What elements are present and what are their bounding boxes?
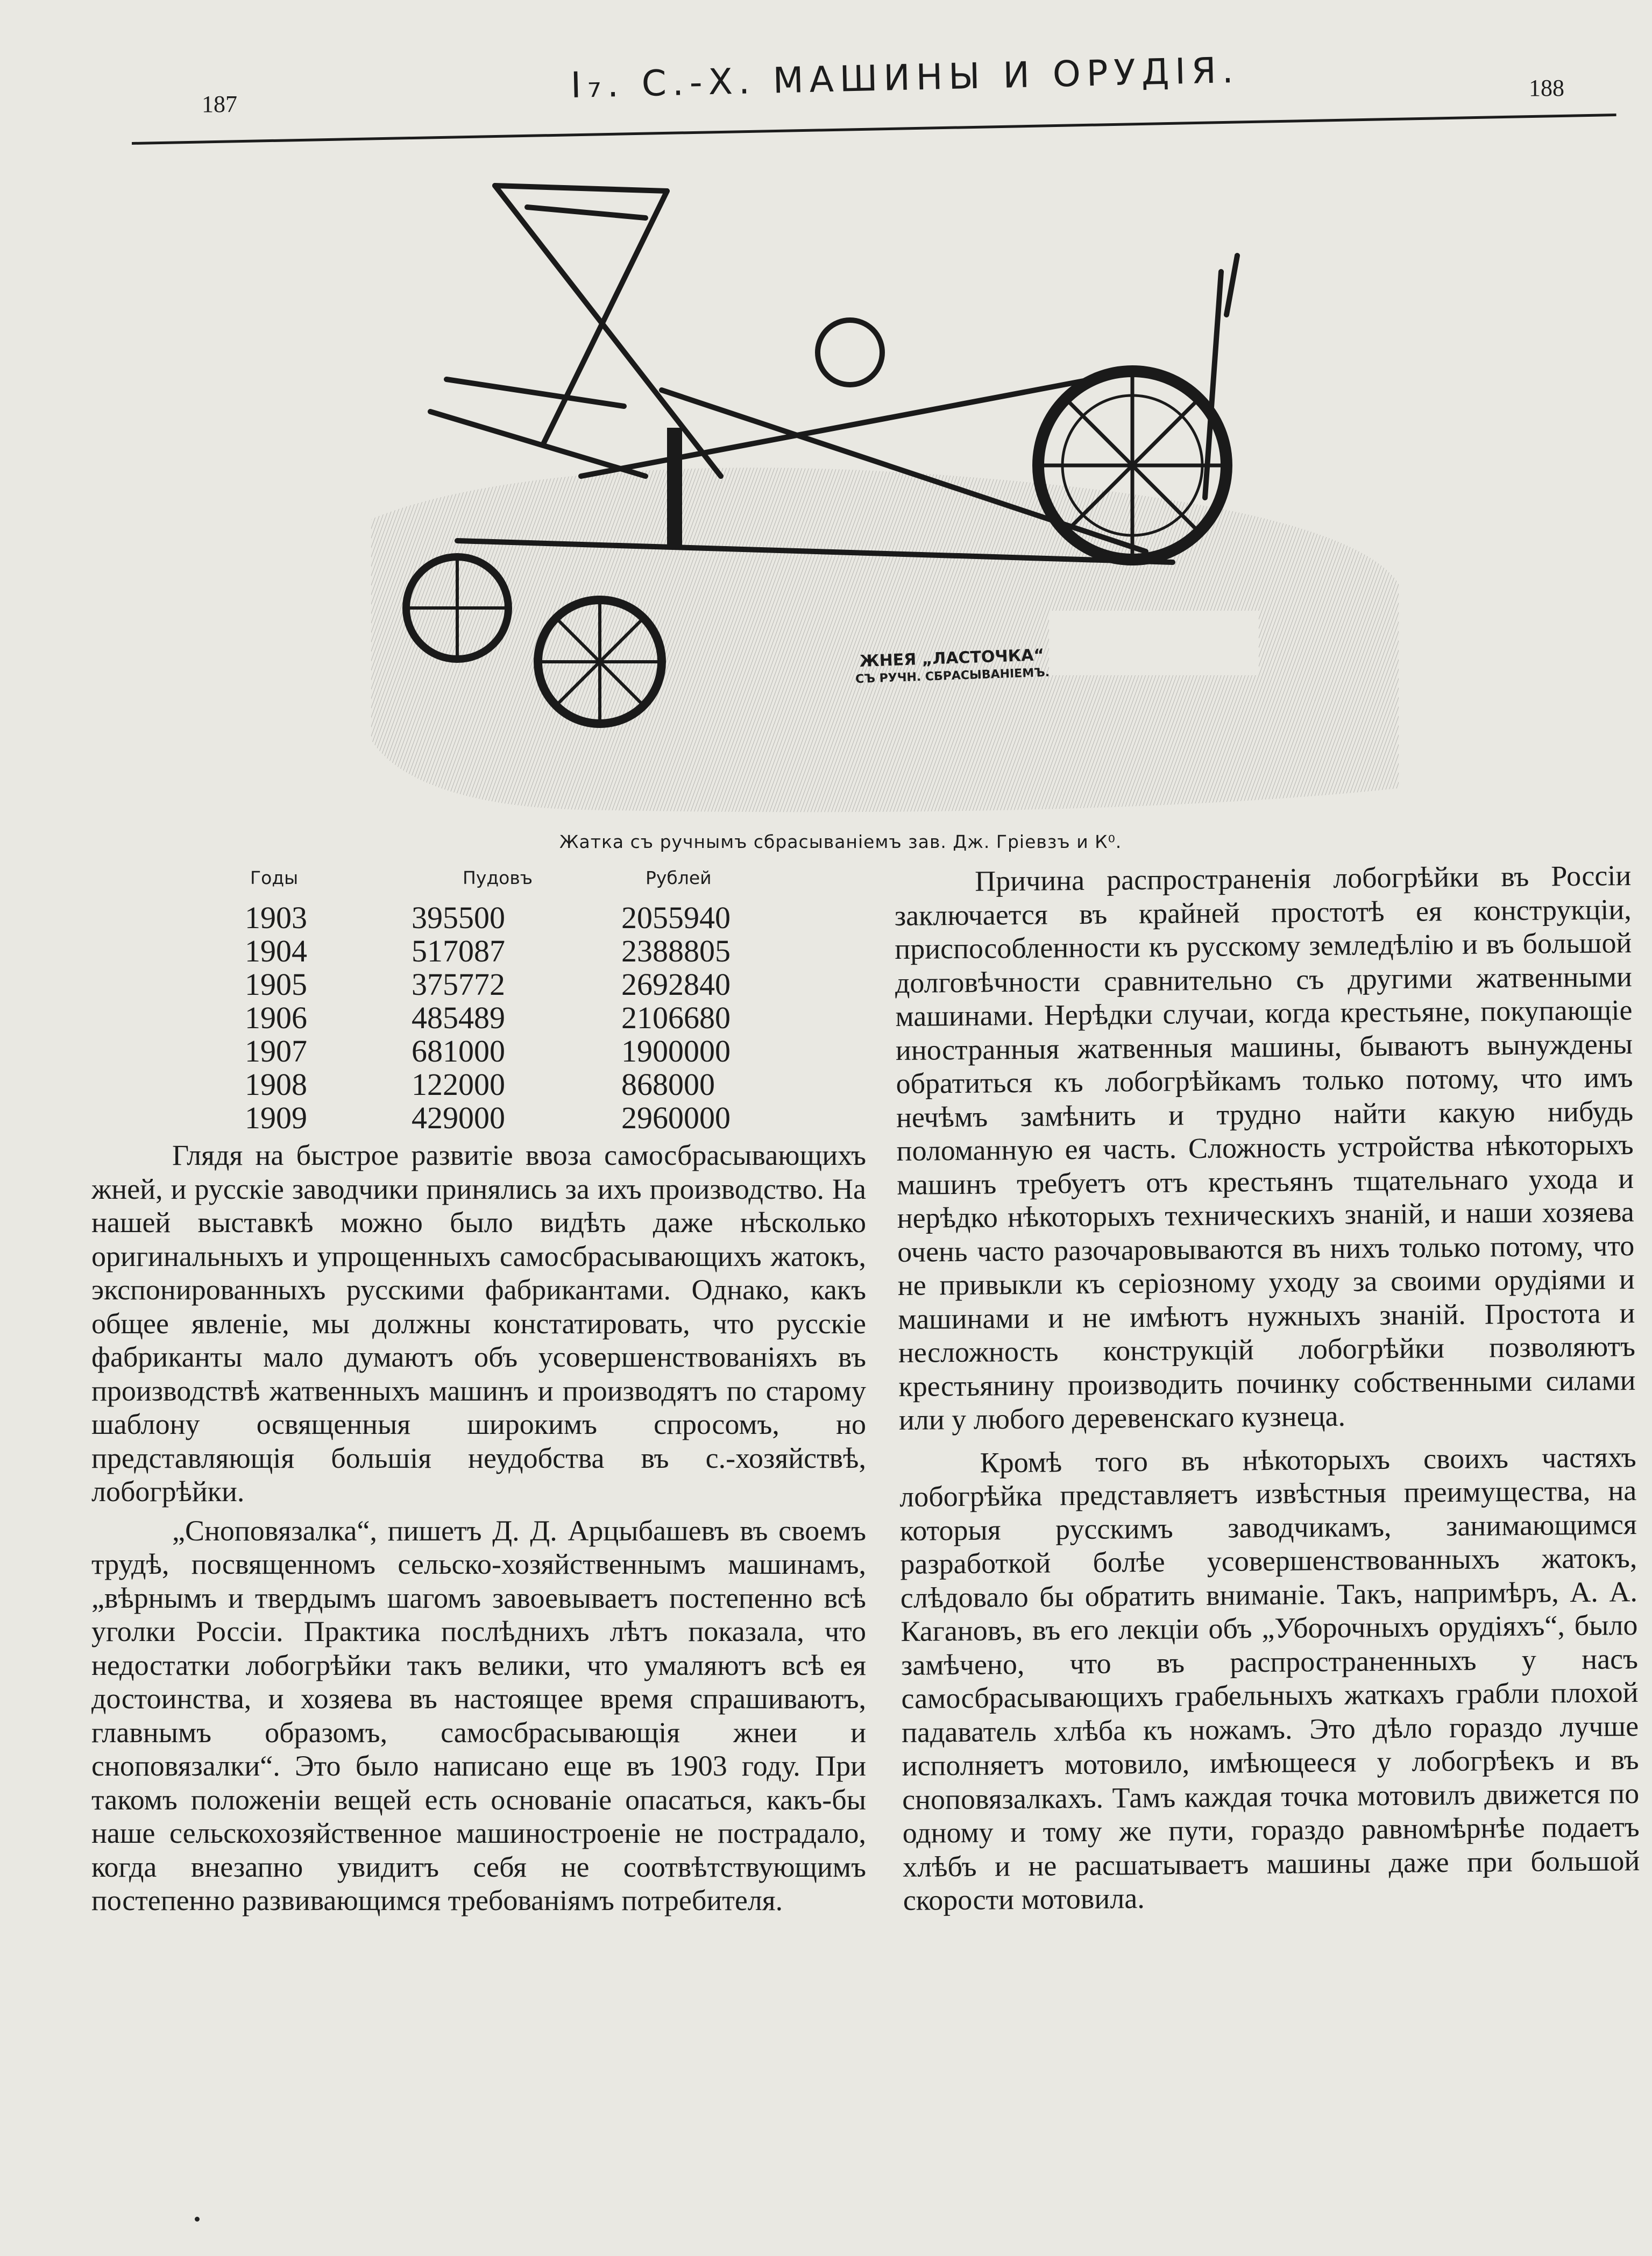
table-header — [226, 867, 764, 900]
cell-rubles: 2055940 — [621, 900, 731, 935]
cell-year: 1903 — [245, 900, 307, 935]
cell-poods: 681000 — [412, 1034, 505, 1069]
cell-rubles: 2106680 — [621, 1000, 731, 1035]
cell-year: 1906 — [245, 1000, 307, 1035]
paragraph: Кромѣ того въ нѣкоторыхъ своихъ частяхъ лобогрѣйка представляетъ извѣстныя преимущества, на которыя русскимъ заводчикамъ, занимающимся разработкой болѣе усовершенствованныхъ жатокъ, слѣдовало бы обратить вниманіе. Такъ, напримѣръ, А. А. Кагановъ, въ его лекціи объ „Уборочныхъ орудіяхъ“, было замѣчено, что въ распространенныхъ у насъ самосбрасывающихъ грабельныхъ жаткахъ грабли плохой падаватель хлѣба къ ножамъ. Это дѣло гораздо лучше исполняетъ мотовило, имѣющееся у лобогрѣекъ и въ сноповязалкахъ. Тамъ каждая точка мотовилъ движется по одному и тому же пути, гораздо равномѣрнѣе подаетъ хлѣбъ и не расшатываетъ машины даже при большой скорости мотовила. — [899, 1440, 1640, 1916]
plate-label-line1: ЖНЕЯ „ЛАСТОЧКА“ — [859, 646, 1045, 671]
cell-rubles: 2388805 — [621, 933, 731, 968]
paragraph: „Сноповязалка“, пишетъ Д. Д. Арцыбашевъ въ своемъ трудѣ, посвященномъ сельско-хозяйственнымъ машинамъ, „вѣрнымъ и твердымъ шагомъ завоевываетъ постепенно всѣ уголки Россіи. Практика послѣднихъ лѣтъ показала, что недостатки лобогрѣйки такъ велики, что умаляютъ всѣ ея достоинства, и хозяева въ настоящее время спрашиваютъ, главнымъ образомъ, самосбрасывающія жнеи и сноповязалки“. Это было написано еще въ 1903 году. При такомъ положеніи вещей есть основаніе опасаться, какъ-бы наше сельскохозяйственное машиностроеніе не пострадало, когда внезапно увидитъ себя не соотвѣтствующимъ постепенно развивающимся требованіямъ потребителя. — [91, 1514, 866, 1916]
reaper-engraving — [366, 175, 1404, 818]
page-number-right: 188 — [1529, 75, 1564, 101]
right-column-text — [894, 859, 1640, 1917]
column-header-poods: Пудовъ — [463, 867, 533, 888]
table-row — [226, 933, 764, 966]
cell-poods: 375772 — [412, 967, 505, 1002]
table-row — [226, 900, 764, 933]
header-rule — [132, 114, 1616, 145]
cell-poods: 517087 — [412, 933, 505, 968]
table-row — [226, 1066, 764, 1100]
cell-year: 1907 — [245, 1034, 307, 1069]
table-row — [226, 1033, 764, 1069]
cell-poods: 429000 — [412, 1100, 505, 1135]
cell-year: 1908 — [245, 1067, 307, 1102]
column-header-rubles: Рублей — [646, 867, 712, 888]
left-column-text — [91, 1138, 866, 1918]
table-row — [226, 1100, 764, 1133]
column-header-years: Годы — [250, 867, 299, 888]
cell-year: 1904 — [245, 933, 307, 968]
figure-caption: Жатка съ ручнымъ сбрасываніемъ зав. Дж. Гріевзъ и К⁰. — [559, 831, 1122, 852]
table-row — [226, 966, 764, 1000]
plate-label-background — [1049, 611, 1259, 675]
cell-rubles: 868000 — [621, 1067, 715, 1102]
page-number-left: 187 — [202, 91, 237, 117]
paragraph: Глядя на быстрое развитіе ввоза самосбрасывающихъ жней, и русскіе заводчики принялись за ихъ производство. На нашей выставкѣ можно было видѣть даже нѣсколько оригинальныхъ и упрощенныхъ самосбрасывающихъ жатокъ, экспонированныхъ русскими фабрикантами. Однако, какъ общее явленіе, мы должны констатировать, что русскіе фабриканты мало думаютъ объ усовершенствованіяхъ въ производствѣ жатвенныхъ машинъ и производятъ по старому шаблону освященныя широкимъ спросомъ, но представляющія большія неудобства въ с.-хозяйствѣ, лобогрѣйки. — [91, 1139, 866, 1508]
ink-speck — [195, 2217, 200, 2222]
import-statistics-table — [226, 867, 764, 1133]
table-row — [226, 1000, 764, 1033]
cell-rubles: 2692840 — [621, 967, 731, 1002]
cell-year: 1909 — [245, 1100, 307, 1135]
cell-poods: 485489 — [412, 1000, 505, 1035]
cell-poods: 122000 — [412, 1067, 505, 1102]
plate-label-line2: СЪ РУЧН. СБРАСЫВАНІЕМЪ. — [855, 666, 1050, 686]
cell-year: 1905 — [245, 967, 307, 1002]
reaper-illustration — [366, 175, 1404, 818]
cell-rubles: 2960000 — [621, 1100, 731, 1135]
cell-rubles: 1900000 — [621, 1034, 731, 1069]
paragraph: Причина распространенія лобогрѣйки въ Россіи заключается въ крайней простотѣ ея конструкціи, приспособленности къ русскому земледѣлію и въ большой долговѣчности сравнительно съ другими жатвенными машинами. Нерѣдки случаи, когда крестьяне, покупающіе иностранныя жатвенныя машины, бываютъ вынуждены обратиться къ лобогрѣйкамъ только потому, что имъ нечѣмъ замѣнить и трудно найти какую нибудь поломанную ея часть. Сложность устройства нѣкоторыхъ машинъ требуетъ отъ крестьянъ тщательнаго ухода и нерѣдко нѣкоторыхъ техническихъ знаній, и наши хозяева очень часто разочаровываются въ нихъ только потому, что не привыкли къ серіозному уходу за своими орудіями и машинами и не имѣютъ нужныхъ знаній. Простота и несложность конструкцій лобогрѣйки позволяютъ крестьянину производить починку собственными силами или у любого деревенскаго кузнеца. — [894, 859, 1636, 1436]
cell-poods: 395500 — [412, 900, 505, 935]
running-head: I₇. С.-Х. МАШИНЫ И ОРУДІЯ. — [570, 49, 1240, 106]
